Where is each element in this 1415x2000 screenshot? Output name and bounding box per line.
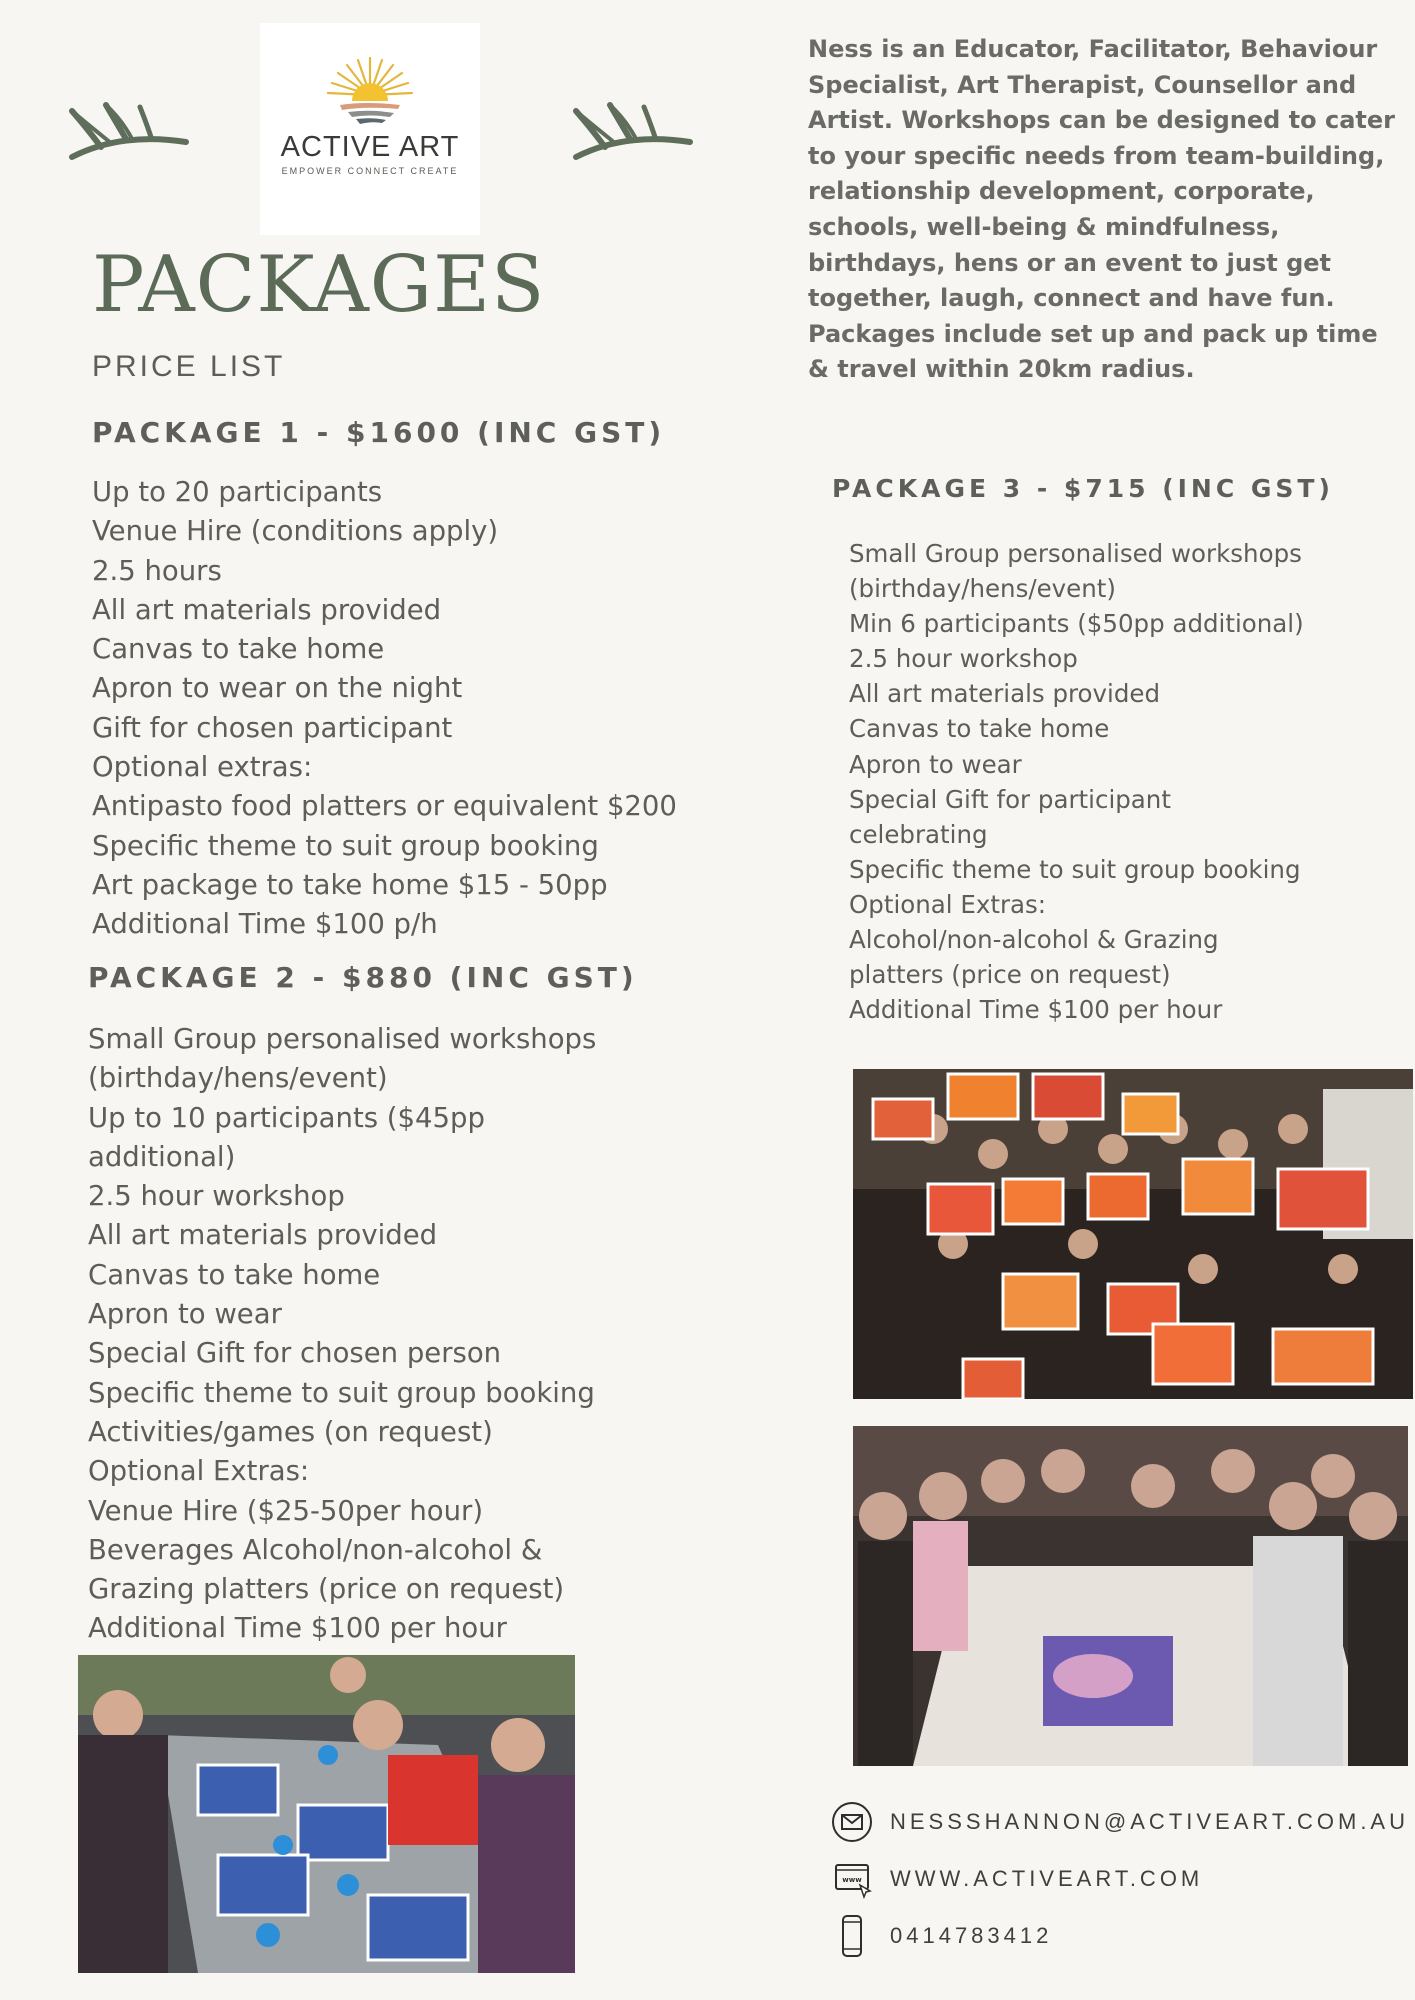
intro-paragraph: Ness is an Educator, Facilitator, Behaviour Specialist, Art Therapist, Counsellor and Artist. Workshops can be designed to cater to your specific needs from team-building, relationship development, corporate, schools, well-being & mindfulness, birthdays, hens or an event to just get together, laugh, connect and have fun. <box>808 35 1395 313</box>
photo-women-art-table <box>853 1426 1408 1766</box>
list-item: Alcohol/non-alcohol & Grazing <box>849 925 1219 955</box>
list-item: Additional Time $100 p/h <box>92 908 438 941</box>
email-icon <box>830 1800 874 1844</box>
package-3-heading: PACKAGE 3 - $715 (INC GST) <box>832 474 1334 503</box>
list-item: Canvas to take home <box>88 1258 381 1291</box>
list-item: Up to 20 participants <box>92 476 383 508</box>
list-item: Specific theme to suit group booking <box>849 854 1301 884</box>
website-address[interactable]: WWW.ACTIVEART.COM <box>890 1866 1204 1891</box>
page-title: PACKAGES <box>92 240 546 330</box>
email-address[interactable]: NESSSHANNON@ACTIVEART.COM.AU <box>890 1809 1409 1834</box>
www-icon-label: www <box>842 1876 862 1884</box>
phone-number[interactable]: 0414783412 <box>890 1923 1053 1948</box>
page-subtitle: PRICE LIST <box>92 350 286 383</box>
leaf-right-icon <box>570 97 695 167</box>
list-item: Special Gift for chosen person <box>88 1337 502 1370</box>
intro-paragraph: Packages include set up and pack up time & travel within 20km radius. <box>808 319 1378 384</box>
list-item: Apron to wear <box>849 749 1022 779</box>
list-item: All art materials provided <box>88 1219 438 1252</box>
list-item: Optional Extras: <box>849 889 1047 919</box>
list-item: Min 6 participants ($50pp additional) <box>849 609 1304 639</box>
package-2-list <box>88 1020 596 1649</box>
package-1-list <box>92 473 677 945</box>
list-item: All art materials provided <box>849 679 1161 709</box>
list-item: Optional Extras: <box>88 1455 310 1488</box>
list-item: Canvas to take home <box>849 714 1110 744</box>
list-item: Optional extras: <box>92 751 313 784</box>
logo <box>260 23 480 235</box>
photo-kids-painting <box>78 1655 575 1973</box>
sun-logo-icon <box>320 53 420 143</box>
list-item: All art materials provided <box>92 593 442 626</box>
list-item: Canvas to take home <box>92 633 385 666</box>
phone-icon <box>830 1914 874 1958</box>
list-item: Small Group personalised workshops <box>88 1023 597 1055</box>
package-1-heading: PACKAGE 1 - $1600 (INC GST) <box>92 416 666 449</box>
list-item: celebrating <box>849 819 988 849</box>
list-item: Gift for chosen participant <box>92 711 453 744</box>
list-item: Apron to wear on the night <box>92 672 463 705</box>
list-item: Special Gift for participant <box>849 784 1171 814</box>
list-item: Art package to take home $15 - 50pp <box>92 868 608 901</box>
list-item: Beverages Alcohol/non-alcohol & <box>88 1533 543 1566</box>
package-2-heading: PACKAGE 2 - $880 (INC GST) <box>88 961 638 994</box>
contact-email[interactable] <box>830 1800 1409 1844</box>
contact-website[interactable] <box>830 1857 1203 1901</box>
list-item: Activities/games (on request) <box>88 1415 493 1448</box>
list-item: Up to 10 participants ($45pp <box>88 1101 485 1134</box>
list-item: Antipasto food platters or equivalent $200 <box>92 790 677 823</box>
list-item: 2.5 hour workshop <box>849 644 1078 674</box>
contact-phone[interactable] <box>830 1914 1052 1958</box>
list-item: (birthday/hens/event) <box>849 574 1116 604</box>
list-item: (birthday/hens/event) <box>88 1062 388 1095</box>
list-item: Additional Time $100 per hour <box>849 995 1223 1025</box>
website-icon <box>830 1857 874 1901</box>
package-3-list <box>849 536 1304 1027</box>
list-item: Additional Time $100 per hour <box>88 1612 507 1645</box>
list-item: additional) <box>88 1140 236 1173</box>
logo-name: ACTIVE ART <box>280 131 460 163</box>
intro-text <box>808 32 1398 388</box>
list-item: Venue Hire (conditions apply) <box>92 515 499 548</box>
photo-group-sunset-paintings <box>853 1069 1413 1399</box>
list-item: Venue Hire ($25-50per hour) <box>88 1494 484 1527</box>
list-item: platters (price on request) <box>849 960 1171 990</box>
list-item: Specific theme to suit group booking <box>88 1376 595 1409</box>
list-item: Apron to wear <box>88 1298 282 1331</box>
list-item: 2.5 hour workshop <box>88 1180 345 1213</box>
list-item: Specific theme to suit group booking <box>92 829 599 862</box>
logo-tagline: EMPOWER CONNECT CREATE <box>281 166 459 176</box>
leaf-left-icon <box>66 97 191 167</box>
list-item: Grazing platters (price on request) <box>88 1573 565 1606</box>
list-item: 2.5 hours <box>92 554 222 587</box>
list-item: Small Group personalised workshops <box>849 539 1302 568</box>
